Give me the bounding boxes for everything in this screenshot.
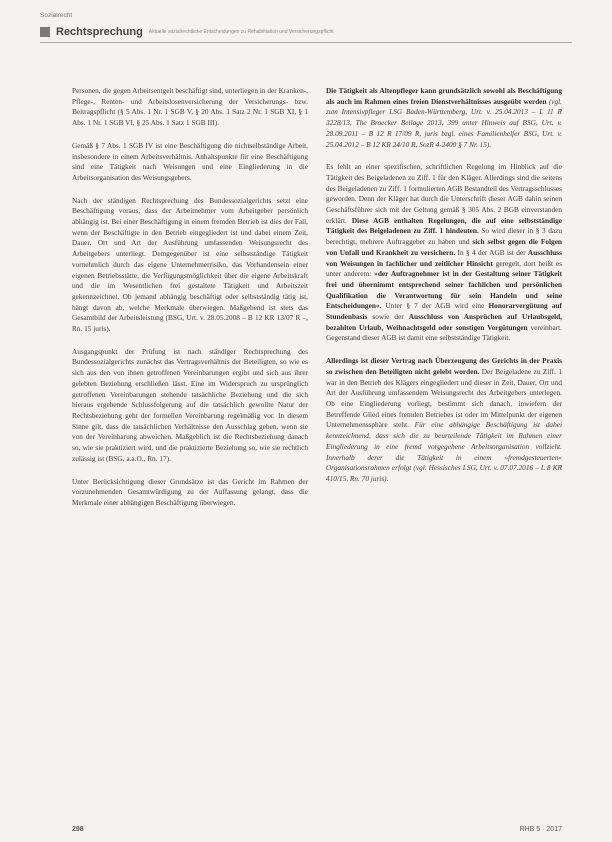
headnote-citation: (vgl. zum Intensivpfleger LSG Baden-Württemberg, Urt. v. 25.04.2013 – L 11 R 3228/13, The Broecker Beilage 2013, 399 unter Hinweis auf BSG, Urt. v. 28.09.2011 – B 12 R 17/09 R, juris bzgl. eines Familienhelfer BSG, Urt. v. 25.04.2012 – B 12 KR 24/10 R, SozR 4-2400 § 7 Nr. 15). [326, 96, 562, 149]
text-run: Der Beigeladene zu Ziff. 1 war in den Betrieb des Klägers eingegliedert und dieser in Zeit, Dauer, Ort und Art der Ausführung umfassendem Weisungsrecht des Arbeitgebers unterlegen. Ob eine Eingliederung vorliegt, bestimmt sich danach, inwiefern der Betreffende Glied eines fremden Betriebes ist oder im Mittelpunkt der eigenen Unternehmenssphäre steht. [326, 366, 562, 430]
bold-quote: »der Auftragnehmer ist in der Gestaltung seiner Tätigkeit frei und übernimmt entsprechend seiner fachlichen und persönlichen Qualifikation die Verantwortung für sein Handeln und seine Entscheidungen«. [326, 269, 562, 311]
paragraph: Personen, die gegen Arbeitsentgelt beschäftigt sind, unterliegen in der Kranken-, Pflege-, Renten- und Arbeitslosenversicherung der Versicherungs- bzw. Beitragspflicht (§ 5 Abs. 1 Nr. 1 SGB V, § 20 Abs. 1 Satz 2 Nr. 1 SGB XI, § 1 Abs. 1 Nr. 1 SGB VI, § 25 Abs. 1 Satz 1 SGB III). [72, 86, 308, 128]
bold-run: Ausschluss von Weisungen in fachlicher und zeitlicher Hinsicht [326, 247, 562, 268]
paragraph: Nach der ständigen Rechtsprechung des Bundessozialgerichts setzt eine Beschäftigung voraus, dass der Arbeitnehmer vom Arbeitgeber persönlich abhängig ist. Bei einer Beschäftigung in einem fremden Betrieb ist dies der Fall, wenn der Beschäftigte in den Betrieb eingegliedert ist und dabei einem Zeit, Dauer, Ort und Art der Ausführung umfassenden Weisungsrecht des Arbeitgebers unterliegt. Demgegenüber ist eine selbstständige Tätigkeit vornehmlich durch das eigene Unternehmerrisiko, das Vorhandensein einer eigenen Betriebsstätte, die Verfügungsmöglichkeit über die eigene Arbeitskraft und die im Wesentlichen frei gestaltete Tätigkeit und Arbeitszeit gekennzeichnet. Ob jemand abhängig beschäftigt oder selbstständig tätig ist, hängt davon ab, welche Merkmale überwiegen. Maßgebend ist stets das Gesamtbild der Arbeitsleistung (BSG, Urt. v. 28.05.2008 – B 12 KR 13/07 R –, Rn. 15 juris). [72, 195, 308, 334]
paragraph: Unter Berücksichtigung dieser Grundsätze ist das Gericht im Rahmen der vorzunehmenden Gesamtwürdigung zu der Auffassung gelangt, dass die Merkmale einer abhängigen Beschäftigung überwiegen. [72, 476, 308, 507]
bold-run: Allerdings ist dieser Vertrag nach Überzeugung des Gerichts in der Praxis so zwischen den Beteiligten nicht gelebt worden. [326, 356, 562, 376]
section-label: Sozialrecht [40, 12, 73, 19]
page-header [40, 22, 572, 43]
bold-run: Honorarvergütung auf Stundenbasis [326, 301, 562, 322]
bold-run: Ausschluss von Ansprüchen auf Urlaubsgeld, bezahlten Urlaub, Weihnachtsgeld oder sonstigen Vergütungen [326, 312, 562, 332]
header-subtitle: Aktuelle sozialrechtliche Entscheidungen zu Rehabilitation und Versicherungspflicht [148, 29, 334, 35]
text-run: Unter § 7 der AGB wird eine [385, 301, 489, 311]
paragraph [326, 356, 562, 484]
page-footer [72, 826, 562, 833]
journal-issue: RHB 5 · 2017 [519, 826, 562, 833]
italic-run: Für eine abhängige Beschäftigung ist dabei kennzeichnend, dass sich die zu beurteilende Tätigkeit im Rahmen einer Eingliederung in eine fremd vorgegebene Arbeitsorganisation vollzieht. Innerhalb derer die Tätigkeit in einem »fremdgesteuerten« Organisationsrahmen erfolgt (vgl. Hessisches LSG, Urt. v. 07.07.2016 – L 8 KR 410/15, Rn. 70 juris). [326, 420, 562, 483]
left-column [72, 86, 308, 798]
rubric-title: Rechtsprechung [56, 26, 143, 38]
headnote-paragraph [326, 86, 562, 150]
bold-run: Diese AGB enthalten Regelungen, die auf eine selbstständige Tätigkeit des Beigeladenen zu Ziff. 1 hindeuten. [326, 215, 562, 236]
right-column [326, 86, 562, 798]
text-run: vereinbart. Gegenstand dieser AGB ist damit eine selbstständige Tätigkeit. [326, 322, 562, 343]
body-columns [72, 86, 562, 798]
paragraph: Ausgangspunkt der Prüfung ist nach ständiger Rechtsprechung des Bundessozialgerichts zunächst das Vertragsverhältnis der Beteiligten, so wie es sich aus den von ihnen getroffenen Vereinbarungen ergibt und sich aus ihrer gelebten Beziehung erschließen lässt. Eine im Widerspruch zu ursprünglich getroffenen Vereinbarungen stehende tatsächliche Beziehung und die sich hieraus ergebende Schlussfolgerung auf die tatsächlich gewollte Natur der Rechtsbeziehung geht der formellen Vereinbarung regelmäßig vor. In diesem Sinne gilt, dass die tatsächlichen Verhältnisse den Ausschlag geben, wenn sie von der Vereinbarung abweichen. Maßgeblich ist die Rechtsbeziehung danach so, wie sie praktiziert wird, und die praktizierte Beziehung so, wie sie rechtlich zulässig ist (BSG, a.a.O., Rn. 17). [72, 346, 308, 463]
text-run: Es fehlt an einer spezifischen, schriftlichen Regelung im Hinblick auf die Tätigkeit des Beigeladenen zu Ziff. 1 für den Kläger. Allerdings sind die seitens des Beigeladenen zu Ziff. 1 formulierten AGB Bestandteil des Vertragsschlusses geworden. Denn der Kläger hat durch die Unterschrift dieser AGB dahin seinen Geschäftsführer sich mit der Geltung gemäß § 305 Abs. 2 BGB einverstanden erklärt. [326, 162, 562, 225]
text-run: In § 4 der AGB ist der [457, 247, 528, 257]
text-run: So wird dieser in § 3 dazu berechtigt, mehrere Auftraggeber zu haben und [326, 226, 562, 247]
section-square-icon [40, 27, 50, 37]
text-run: geregelt, dort heißt es unter anderem: [326, 258, 562, 279]
paragraph [326, 162, 562, 344]
page-number: 298 [72, 826, 84, 833]
bold-run: sich selbst gegen die Folgen von Unfall und Krankheit zu versichern. [326, 237, 562, 257]
text-run: sowie der [372, 312, 409, 322]
headnote: Die Tätigkeit als Altenpfleger kann grundsätzlich sowohl als Beschäftigung als auch im Rahmen eines freien Dienstverhältnisses ausgeübt werden [326, 86, 562, 106]
paragraph: Gemäß § 7 Abs. 1 SGB IV ist eine Beschäftigung die nichtselbständige Arbeit, insbesondere in einem Arbeitsverhältnis. Anhaltspunkte für eine Beschäftigung sind eine Tätigkeit nach Weisungen und eine Eingliederung in die Arbeitsorganisation des Weisungsgebers. [72, 140, 308, 182]
